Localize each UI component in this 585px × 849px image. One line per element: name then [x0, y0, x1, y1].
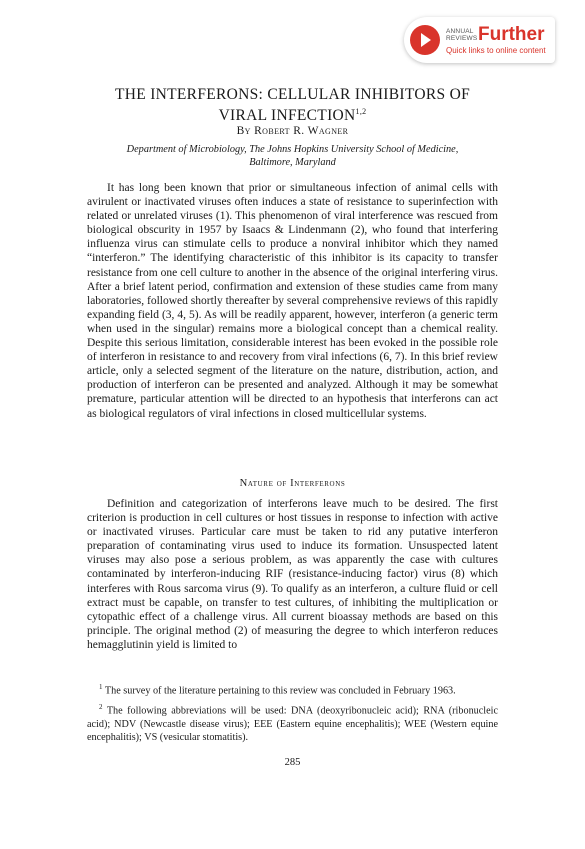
intro-section: [87, 181, 498, 421]
publisher-line1: ANNUAL: [446, 27, 474, 35]
title-line2-text: VIRAL INFECTION: [218, 107, 356, 125]
article-title: [60, 86, 525, 124]
footnote-2: [87, 701, 498, 743]
publisher-name: [446, 28, 476, 42]
title-line2: [60, 103, 525, 124]
intro-paragraph: It has long been known that prior or simultaneous infection of animal cells with avirulent or inactivated viruses often induces a state of resistance to superinfection with related or unrelated viruses (1). This phenomenon of viral interference was rescued from biological obscurity in 1957 by Isaacs & Lindenmann (2), who found that interfering influenza virus can stimulate cells to produce a nonviral inhibitor which they named “interferon.” The identifying characteristic of this inhibitor is its capacity to transfer resistance from one cell culture to another in the absence of the original interfering virus. After a brief latent period, confirmation and extension of these studies came from many laboratories, followed shortly thereafter by several comprehensive reviews of this rapidly expanding field (3, 4, 5). As will be readily apparent, however, interferon (a generic term when used in the singular) remains more a biological concept than a chemical reality. Despite this serious limitation, considerable interest has been evoked in the possible role of interferon in resistance to and recovery from viral infections (6, 7). In this brief review article, only a selected segment of the literature on the nature, distribution, action, and production of interferon can be presented and analyzed. Although it may be somewhat premature, particular attention will be directed to an hypothesis that interferons can act as biological regulators of viral infections in closed multicellular systems.: [87, 182, 498, 420]
badge-subtitle: Quick links to online content: [446, 46, 546, 55]
publisher-line2: REVIEWS: [446, 34, 478, 42]
section-heading: Nature of Interferons: [239, 478, 346, 489]
play-arrow-icon: [410, 25, 440, 55]
annual-reviews-further-badge[interactable]: [404, 17, 555, 63]
page-number: 285: [284, 757, 301, 768]
footnote-1-text: The survey of the literature pertaining to this review was concluded in February 1963.: [104, 685, 456, 697]
footnote-1: [87, 681, 498, 697]
badge-text: [446, 25, 546, 55]
footnotes: [87, 681, 498, 748]
footnote-2-text: The following abbreviations will be used: DNA (deoxyribonucleic acid); RNA (ribonucleic acid); NDV (Newcastle disease virus); EEE (Eastern equine encephalitis); WEE (Western equine encephalitis); VS (vesicular stomatitis).: [87, 705, 498, 743]
definition-section: [87, 497, 498, 652]
title-line1: THE INTERFERONS: CELLULAR INHIBITORS OF: [114, 86, 470, 103]
badge-title: Further: [478, 24, 545, 45]
footnote-2-mark: 2: [99, 703, 103, 712]
affiliation-line2: Baltimore, Maryland: [249, 157, 336, 168]
author-byline: By Robert R. Wagner: [236, 125, 349, 137]
footnote-1-mark: 1: [99, 683, 103, 691]
definition-paragraph: Definition and categorization of interferons leave much to be desired. The first criterion is production in cell cultures or host tissues in response to infection with active or inactivated viruses. Particular care must be taken to rid any putative interferon preparation of contaminating virus used to induce its formation. Unsuspected latent viruses may also pose a serious problem, as was apparently the case with cultures contaminated by interferon-inducing RIF (resistance-inducing factor) virus (8) which interferes with Rous sarcoma virus (9). To qualify as an interferon, a culture fluid or cell extract must be capable, on transfer to test cultures, of inhibiting the multiplication or cytopathic effect of a challenge virus. All current bioassay methods are based on this principle. The original method (2) of measuring the degree to which interferon reduces hemagglutinin yield is limited to: [87, 498, 498, 651]
title-footnote-marks: 1,2: [355, 107, 367, 116]
author-affiliation: [60, 143, 525, 169]
affiliation-line1: Department of Microbiology, The Johns Hopkins University School of Medicine,: [126, 144, 459, 155]
